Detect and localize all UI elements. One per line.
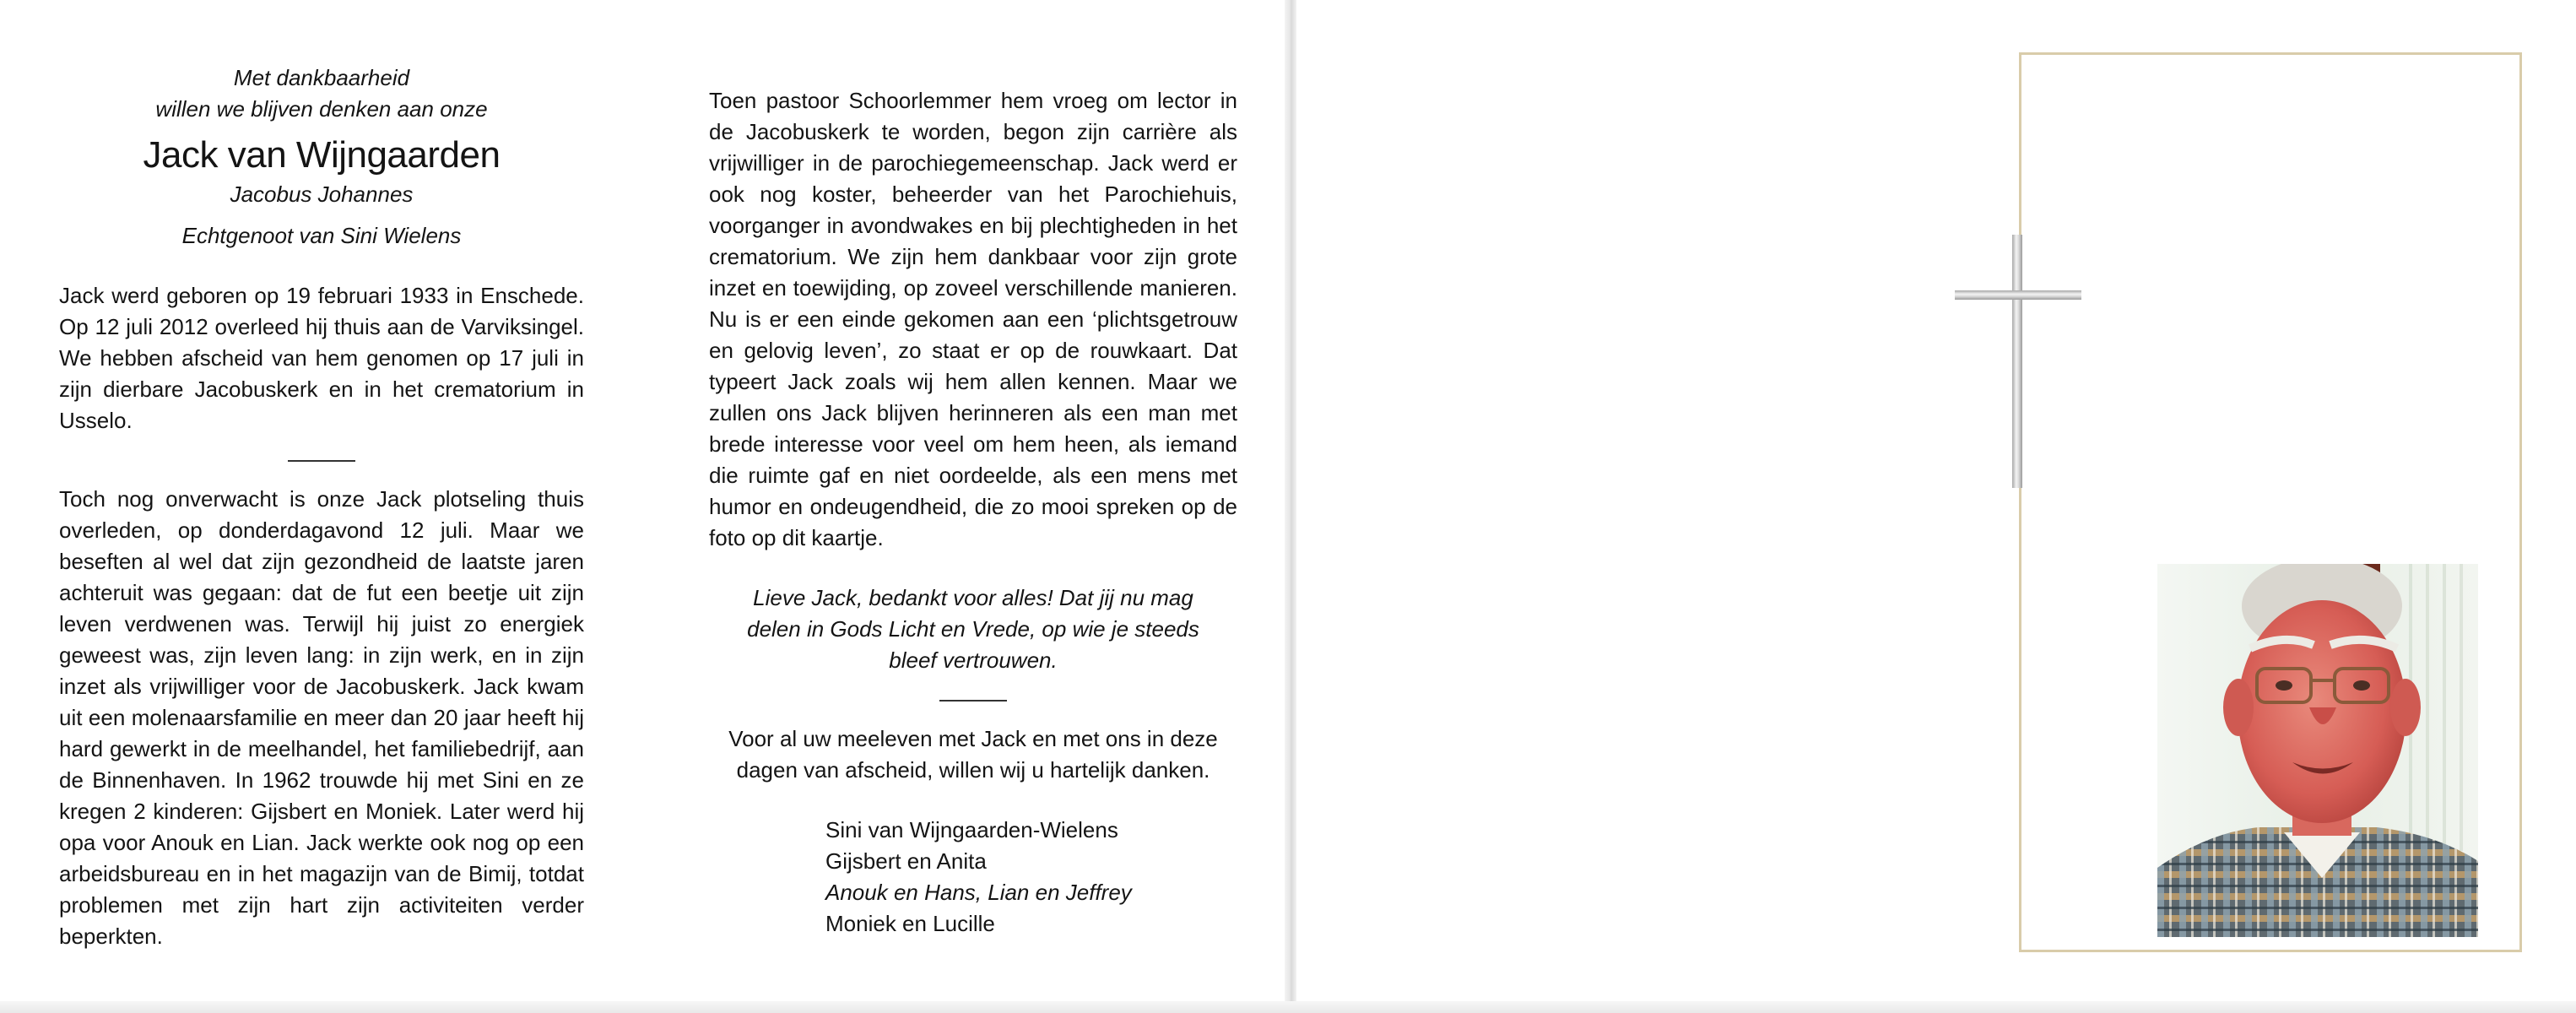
- middle-panel: [709, 85, 1237, 940]
- biography-paragraph-2: Toch nog onverwacht is onze Jack plotseling thuis overleden, op donderdagavond 12 juli. Maar we beseften al wel dat zijn gezondheid de laatste jaren achteruit was gegaan: dat de fut een beetje uit zijn leven verdwenen was. Terwijl hij juist zo energiek geweest was, zijn leven lang: in zijn werk, en in zijn inzet als vrijwilliger voor de Jacobuskerk. Jack kwam uit een molenaarsfamilie en meer dan 20 jaar heeft hij hard gewerkt in de meelhandel, het familiebedrijf, aan de Binnenhaven. In 1962 trouwde hij met Sini en ze kregen 2 kinderen: Gijsbert en Moniek. Later werd hij opa voor Anouk en Lian. Jack werkte ook nog op een arbeidsbureau en in het magazijn van de Bimij, totdat problemen met zijn hart zijn activiteiten verder beperkten.: [59, 486, 584, 949]
- signature-line: Gijsbert en Anita: [825, 848, 987, 874]
- farewell-line-3: bleef vertrouwen.: [889, 647, 1058, 673]
- cross-icon-arm: [1955, 290, 2081, 300]
- signature-line: Moniek en Lucille: [825, 911, 995, 936]
- spouse-line: Echtgenoot van Sini Wielens: [181, 223, 462, 248]
- thanks-message: Voor al uw meeleven met Jack en met ons in deze dagen van afscheid, willen wij u hartelijk danken.: [728, 726, 1218, 783]
- intro-line-1: Met dankbaarheid: [233, 65, 410, 90]
- left-panel: [59, 62, 584, 952]
- biography-paragraph-1: Jack werd geboren op 19 februari 1933 in Enschede. Op 12 juli 2012 overleed hij thuis aan de Varviksingel. We hebben afscheid van hem genomen op 17 juli in zijn dierbare Jacobuskerk en in het crematorium in Usselo.: [59, 283, 584, 433]
- farewell-line-2: delen in Gods Licht en Vrede, op wie je steeds: [747, 616, 1199, 642]
- farewell-line-1: Lieve Jack, bedankt voor alles! Dat jij nu mag: [753, 585, 1193, 610]
- card-bottom-edge: [0, 1001, 2576, 1013]
- signature-line: Sini van Wijngaarden-Wielens: [825, 817, 1118, 842]
- deceased-name: Jack van Wijngaarden: [143, 134, 501, 176]
- portrait-illustration: [2157, 564, 2478, 937]
- divider: [288, 460, 355, 462]
- cross-icon: [2012, 235, 2022, 488]
- tribute-paragraph: Toen pastoor Schoorlemmer hem vroeg om lector in de Jacobuskerk te worden, begon zijn carrière als vrijwilliger in de parochiegemeenschap. Jack werd er ook nog koster, beheerder van het Parochiehuis, voorganger in avondwakes en bij plechtigheden in het crematorium. We zijn hem dankbaar voor zijn grote inzet en toewijding, op zoveel verschillende manieren. Nu is er een einde gekomen aan een ‘plichtsgetrouw en gelovig leven’, zo staat er op de rouwkaart. Dat typeert Jack zoals wij hem allen kennen. Maar we zullen ons Jack blijven herinneren als een man met brede interesse voor veel om hem heen, als iemand die ruimte gaf en niet oordeelde, als een mens met humor en ondeugendheid, die zo mooi spreken op de foto op dit kaartje.: [709, 88, 1237, 550]
- signature-line: Anouk en Hans, Lian en Jeffrey: [825, 880, 1132, 905]
- card-fold: [1285, 0, 1296, 1013]
- intro-line-2: willen we blijven denken aan onze: [155, 96, 488, 122]
- given-names: Jacobus Johannes: [230, 181, 414, 207]
- divider: [939, 700, 1007, 702]
- portrait-photo: [2157, 564, 2478, 937]
- family-signatures: [825, 815, 1237, 940]
- farewell-message: [709, 582, 1237, 676]
